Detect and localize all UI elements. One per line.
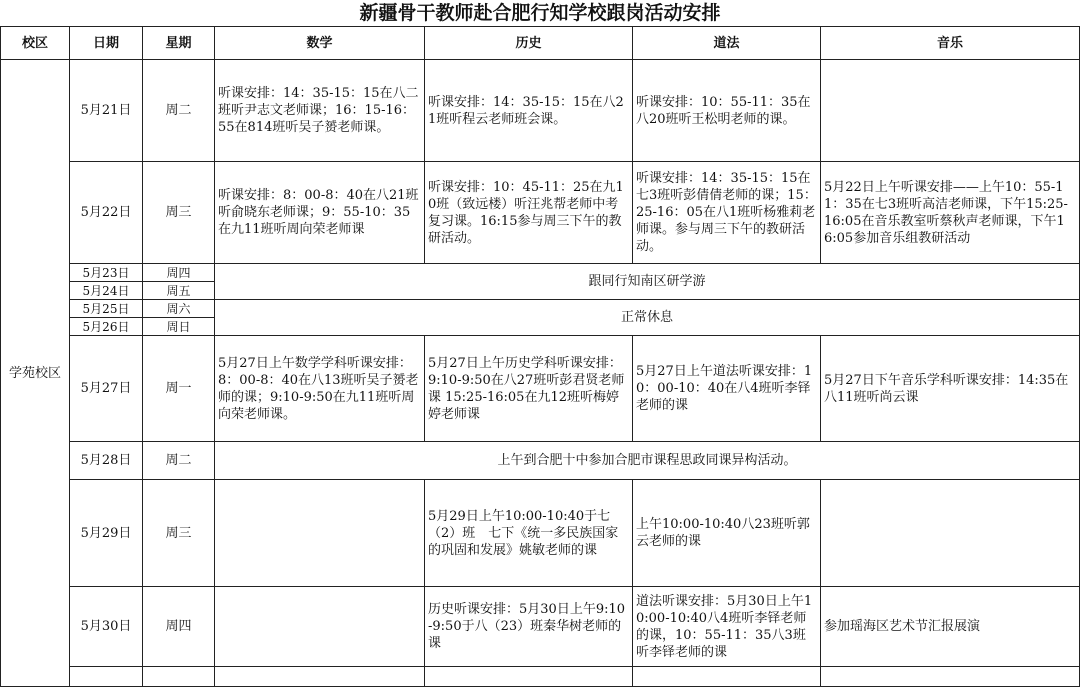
header-row xyxy=(1,27,1080,60)
header-history: 历史 xyxy=(425,27,633,60)
date-cell: 5月21日 xyxy=(70,60,143,162)
table-row xyxy=(1,667,1080,687)
math-cell xyxy=(215,667,425,687)
table-row xyxy=(1,162,1080,264)
header-date: 日期 xyxy=(70,27,143,60)
date-cell: 5月28日 xyxy=(70,442,143,480)
date-cell: 5月22日 xyxy=(70,162,143,264)
weekday-cell: 周六 xyxy=(143,300,215,318)
date-cell: 5月29日 xyxy=(70,480,143,587)
weekday-cell: 周三 xyxy=(143,480,215,587)
music-cell xyxy=(821,667,1080,687)
history-cell: 5月27日上午历史学科听课安排：9:10-9:50在八27班听彭君贤老师课 15:25-16:05在九12班听梅婷婷老师课 xyxy=(425,336,633,442)
ethics-cell xyxy=(633,667,821,687)
header-weekday: 星期 xyxy=(143,27,215,60)
history-cell: 听课安排：10：45-11：25在九10班（致远楼）听汪兆帮老师中考复习课。16:15参与周三下午的教研活动。 xyxy=(425,162,633,264)
table-row xyxy=(1,60,1080,162)
header-ethics: 道法 xyxy=(633,27,821,60)
music-cell xyxy=(821,60,1080,162)
weekday-cell xyxy=(143,667,215,687)
math-cell xyxy=(215,480,425,587)
weekday-cell: 周二 xyxy=(143,60,215,162)
date-cell: 5月27日 xyxy=(70,336,143,442)
table-row xyxy=(1,300,1080,318)
music-cell xyxy=(821,480,1080,587)
history-cell xyxy=(425,667,633,687)
table-row xyxy=(1,480,1080,587)
weekday-cell: 周四 xyxy=(143,587,215,667)
date-cell xyxy=(70,667,143,687)
table-row xyxy=(1,336,1080,442)
campus-cell: 学苑校区 xyxy=(1,60,70,687)
table-row xyxy=(1,264,1080,282)
weekday-cell: 周三 xyxy=(143,162,215,264)
math-cell: 听课安排：8：00-8：40在八21班听俞晓东老师课；9：55-10：35在九11班听周向荣老师课 xyxy=(215,162,425,264)
history-cell: 听课安排：14：35-15：15在八21班听程云老师班会课。 xyxy=(425,60,633,162)
history-cell: 历史听课安排：5月30日上午9:10-9:50于八（23）班秦华树老师的课 xyxy=(425,587,633,667)
math-cell xyxy=(215,587,425,667)
study-tour-cell: 跟同行知南区研学游 xyxy=(215,264,1080,300)
ethics-cell: 道法听课安排：5月30日上午10:00-10:40八4班听李铎老师的课，10：55-11：35八3班听李铎老师的课 xyxy=(633,587,821,667)
date-cell: 5月23日 xyxy=(70,264,143,282)
page-title: 新疆骨干教师赴合肥行知学校跟岗活动安排 xyxy=(359,2,721,24)
history-cell: 5月29日上午10:00-10:40于七（2）班 七下《统一多民族国家的巩固和发展》姚敏老师的课 xyxy=(425,480,633,587)
weekday-cell: 周四 xyxy=(143,264,215,282)
header-campus: 校区 xyxy=(1,27,70,60)
weekday-cell: 周五 xyxy=(143,282,215,300)
math-cell: 听课安排：14：35-15：15在八二班听尹志文老师课；16：15-16：55在814班听吴子赟老师课。 xyxy=(215,60,425,162)
table-row xyxy=(1,587,1080,667)
weekday-cell: 周二 xyxy=(143,442,215,480)
ethics-cell: 上午10:00-10:40八23班听郭云老师的课 xyxy=(633,480,821,587)
rest-cell: 正常休息 xyxy=(215,300,1080,336)
ethics-cell: 听课安排：10：55-11：35在八20班听王松明老师的课。 xyxy=(633,60,821,162)
may28-activity-cell: 上午到合肥十中参加合肥市课程思政同课异构活动。 xyxy=(215,442,1080,480)
date-cell: 5月26日 xyxy=(70,318,143,336)
ethics-cell: 5月27日上午道法听课安排：10：00-10：40在八4班听李铎老师的课 xyxy=(633,336,821,442)
date-cell: 5月30日 xyxy=(70,587,143,667)
weekday-cell: 周一 xyxy=(143,336,215,442)
schedule-table xyxy=(0,26,1080,687)
music-cell: 5月27日下午音乐学科听课安排：14:35在八11班听尚云课 xyxy=(821,336,1080,442)
date-cell: 5月24日 xyxy=(70,282,143,300)
music-cell: 5月22日上午听课安排——上午10：55-11：35在七3班听高洁老师课，下午15:25-16:05在音乐教室听蔡秋声老师课，下午16:05参加音乐组教研活动 xyxy=(821,162,1080,264)
table-row xyxy=(1,442,1080,480)
date-cell: 5月25日 xyxy=(70,300,143,318)
weekday-cell: 周日 xyxy=(143,318,215,336)
header-music: 音乐 xyxy=(821,27,1080,60)
header-math: 数学 xyxy=(215,27,425,60)
ethics-cell: 听课安排：14：35-15：15在七3班听彭倩倩老师的课；15：25-16：05在八1班听杨雅莉老师课。参与周三下午的教研活动。 xyxy=(633,162,821,264)
math-cell: 5月27日上午数学学科听课安排：8：00-8：40在八13班听吴子赟老师的课；9:10-9:50在九11班听周向荣老师课。 xyxy=(215,336,425,442)
music-cell: 参加瑶海区艺术节汇报展演 xyxy=(821,587,1080,667)
